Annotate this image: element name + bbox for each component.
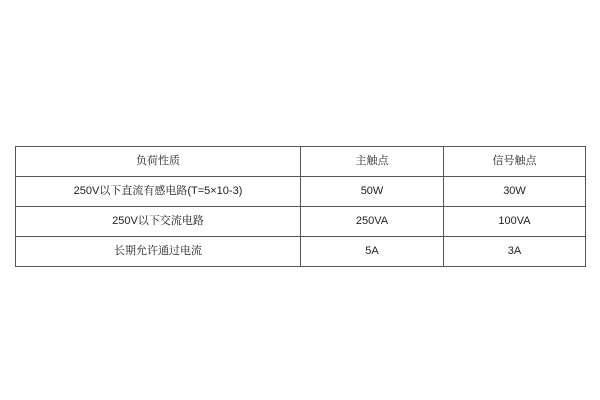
cell-load-nature: 250V以下交流电路 (16, 207, 301, 237)
cell-main-contact: 250VA (301, 207, 444, 237)
cell-main-contact: 50W (301, 177, 444, 207)
cell-signal-contact: 3A (444, 237, 586, 267)
cell-signal-contact: 30W (444, 177, 586, 207)
column-header-signal-contact: 信号触点 (444, 147, 586, 177)
cell-main-contact: 5A (301, 237, 444, 267)
table-row (16, 237, 586, 267)
table-header-row (16, 147, 586, 177)
column-header-load-nature: 负荷性质 (16, 147, 301, 177)
spec-table-container (15, 146, 585, 267)
column-header-main-contact: 主触点 (301, 147, 444, 177)
cell-signal-contact: 100VA (444, 207, 586, 237)
contact-capacity-table (15, 146, 586, 267)
table-row (16, 177, 586, 207)
table-row (16, 207, 586, 237)
cell-load-nature: 长期允许通过电流 (16, 237, 301, 267)
cell-load-nature: 250V以下直流有感电路(T=5×10-3) (16, 177, 301, 207)
